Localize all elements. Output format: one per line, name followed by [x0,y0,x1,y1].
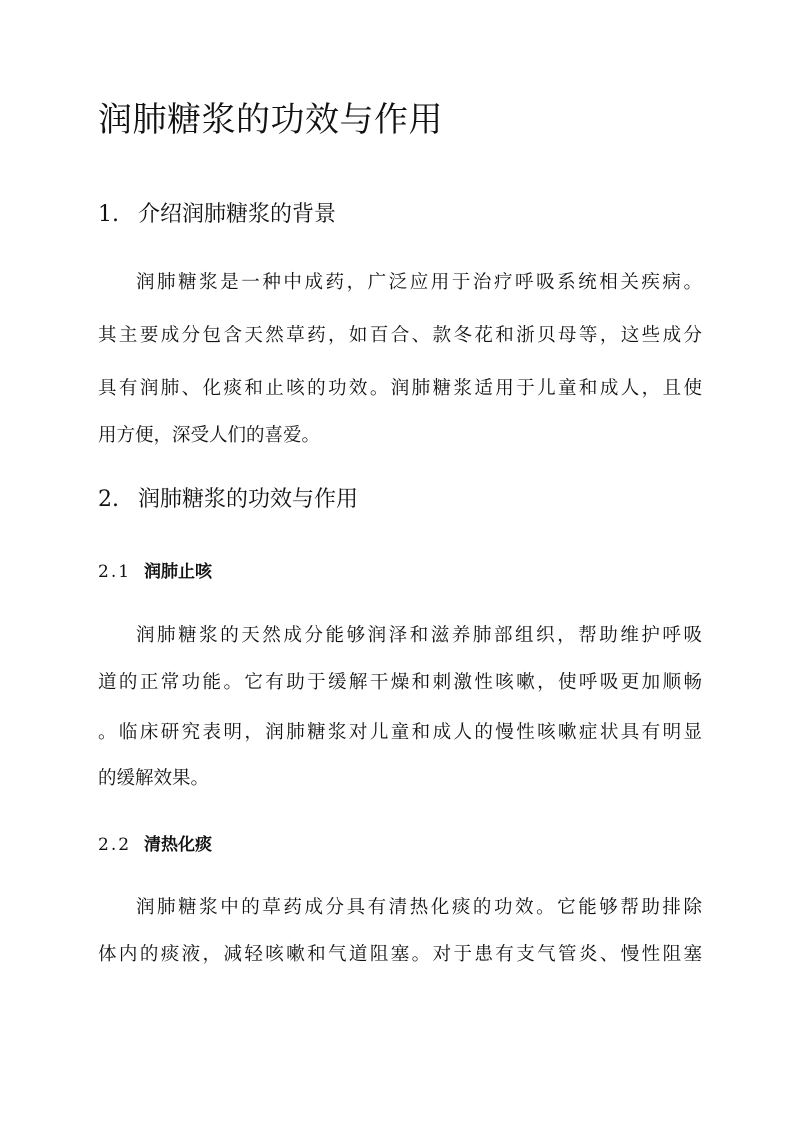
paragraph-line: 润肺糖浆的天然成分能够润泽和滋养肺部组织，帮助维护呼吸 [136,625,702,646]
paragraph-line: 具有润肺、化痰和止咳的功效。润肺糖浆适用于儿童和成人，且使 [98,378,702,399]
paragraph-line: 其主要成分包含天然草药，如百合、款冬花和浙贝母等，这些成分 [98,325,702,346]
subsection-2-1-heading [98,557,212,582]
section-1-number: 1. [98,202,119,227]
subsection-2-1-number: 2.1 [98,562,132,582]
section-1-heading [98,197,336,228]
section-2-heading [98,482,358,513]
paragraph-line: 道的正常功能。它有助于缓解干燥和刺激性咳嗽，使呼吸更加顺畅 [98,672,702,693]
paragraph-line: 的缓解效果。 [98,768,210,789]
subsection-2-2-number: 2.2 [98,835,132,855]
paragraph-line: 用方便，深受人们的喜爱。 [98,425,321,446]
paragraph-line: 。临床研究表明，润肺糖浆对儿童和成人的慢性咳嗽症状具有明显 [98,722,702,743]
document-title: 润肺糖浆的功效与作用 [98,100,443,140]
subsection-2-1-title: 润肺止咳 [144,562,212,582]
subsection-2-2-title: 清热化痰 [144,835,212,855]
paragraph-line: 润肺糖浆是一种中成药，广泛应用于治疗呼吸系统相关疾病。 [136,272,702,293]
section-2-number: 2. [98,487,119,512]
section-1-title: 介绍润肺糖浆的背景 [138,202,337,227]
paragraph-line: 润肺糖浆中的草药成分具有清热化痰的功效。它能够帮助排除 [136,897,702,918]
subsection-2-2-heading [98,830,212,855]
paragraph-line: 体内的痰液，减轻咳嗽和气道阻塞。对于患有支气管炎、慢性阻塞 [98,944,702,965]
section-2-title: 润肺糖浆的功效与作用 [138,487,359,512]
